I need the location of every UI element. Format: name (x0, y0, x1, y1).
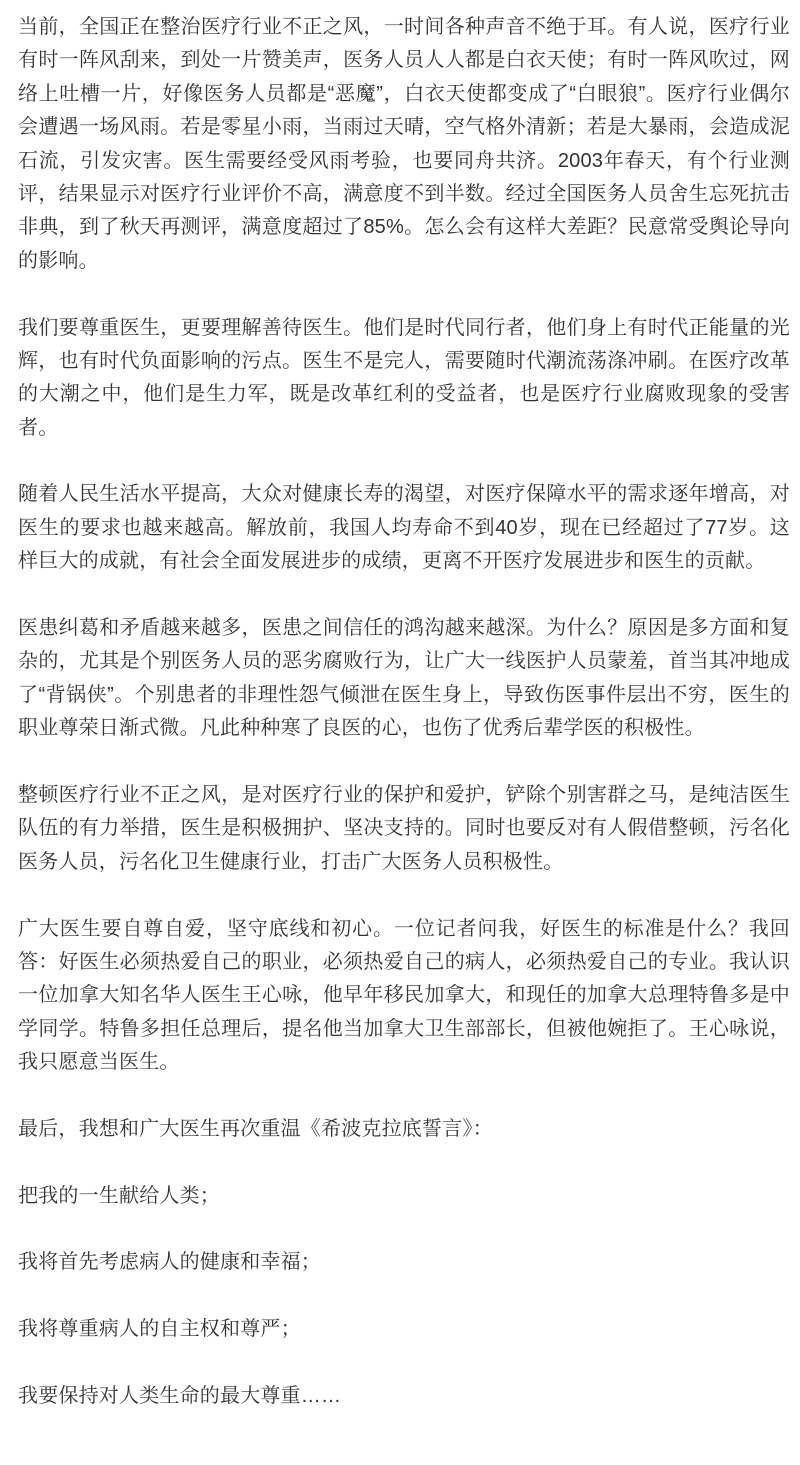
paragraph-2: 我们要尊重医生，更要理解善待医生。他们是时代同行者，他们身上有时代正能量的光辉，也有时代负面影响的污点。医生不是完人，需要随时代潮流荡涤冲刷。在医疗改革的大潮之中，他们是生力军，既是改革红利的受益者，也是医疗行业腐败现象的受害者。 (18, 316, 790, 439)
paragraph-8-oath-line-1: 把我的一生献给人类； (18, 1184, 220, 1207)
paragraph-3: 随着人民生活水平提高，大众对健康长寿的渴望，对医疗保障水平的需求逐年增高，对医生的要求也越来越高。解放前，我国人均寿命不到40岁，现在已经超过了77岁。这样巨大的成就，有社会全面发展进步的成绩，更离不开医疗发展进步和医生的贡献。 (18, 483, 790, 573)
paragraph-1: 当前，全国正在整治医疗行业不正之风，一时间各种声音不绝于耳。有人说，医疗行业有时一阵风刮来，到处一片赞美声，医务人员人人都是白衣天使；有时一阵风吹过，网络上吐槽一片，好像医务人员都是“恶魔”，白衣天使都变成了“白眼狼”。医疗行业偶尔会遭遇一场风雨。若是零星小雨，当雨过天晴，空气格外清新；若是大暴雨，会造成泥石流，引发灾害。医生需要经受风雨考验，也要同舟共济。2003年春天，有个行业测评，结果显示对医疗行业评价不高，满意度不到半数。经过全国医务人员舍生忘死抗击非典，到了秋天再测评，满意度超过了85%。怎么会有这样大差距？民意常受舆论导向的影响。 (18, 16, 790, 272)
paragraph-11-oath-line-4: 我要保持对人类生命的最大尊重…… (18, 1385, 342, 1408)
paragraph-4: 医患纠葛和矛盾越来越多，医患之间信任的鸿沟越来越深。为什么？原因是多方面和复杂的，尤其是个别医务人员的恶劣腐败行为，让广大一线医护人员蒙羞，首当其冲地成了“背锅侠”。个别患者的非理性怨气倾泄在医生身上，导致伤医事件层出不穷，医生的职业尊荣日渐式微。凡此种种寒了良医的心，也伤了优秀后辈学医的积极性。 (18, 617, 790, 740)
paragraph-10-oath-line-3: 我将尊重病人的自主权和尊严； (18, 1318, 301, 1341)
paragraph-7-oath-intro: 最后，我想和广大医生再次重温《希波克拉底誓言》： (18, 1117, 493, 1140)
paragraph-5: 整顿医疗行业不正之风，是对医疗行业的保护和爱护，铲除个别害群之马，是纯洁医生队伍的有力举措，医生是积极拥护、坚决支持的。同时也要反对有人假借整顿，污名化医务人员，污名化卫生健康行业，打击广大医务人员积极性。 (18, 783, 790, 873)
paragraph-9-oath-line-2: 我将首先考虑病人的健康和幸福； (18, 1251, 321, 1274)
paragraph-6: 广大医生要自尊自爱，坚守底线和初心。一位记者问我，好医生的标准是什么？我回答：好医生必须热爱自己的职业，必须热爱自己的病人，必须热爱自己的专业。我认识一位加拿大知名华人医生王心咏，他早年移民加拿大，和现任的加拿大总理特鲁多是中学同学。特鲁多担任总理后，提名他当加拿大卫生部部长，但被他婉拒了。王心咏说，我只愿意当医生。 (18, 917, 790, 1074)
